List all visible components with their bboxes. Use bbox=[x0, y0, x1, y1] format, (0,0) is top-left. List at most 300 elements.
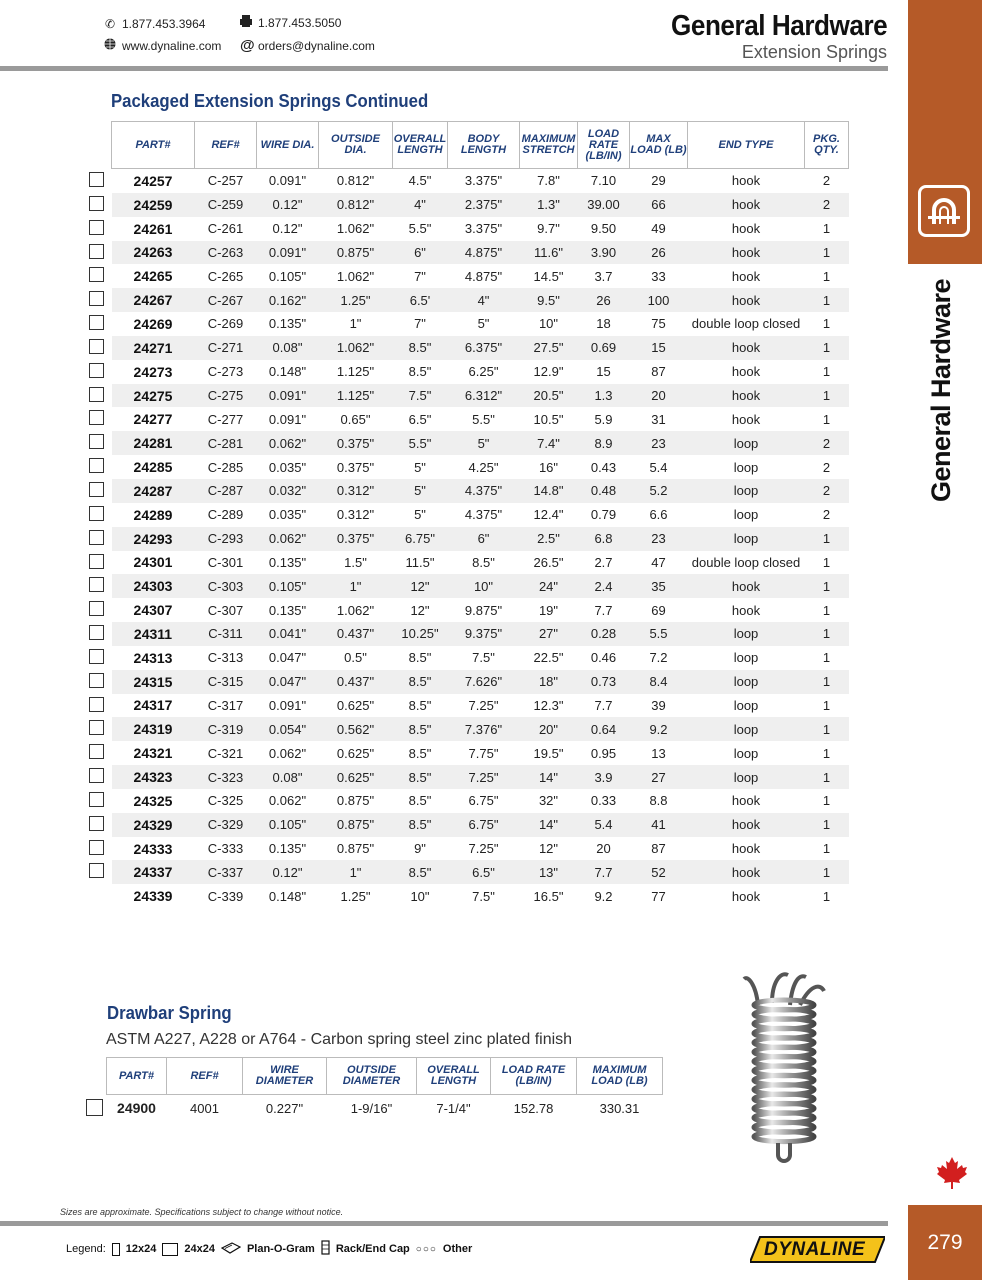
cell-pkg-qty: 1 bbox=[822, 221, 831, 237]
drawbar-part-number: 24900 bbox=[117, 1100, 156, 1116]
cell-maximum-stretch: 18" bbox=[520, 670, 578, 694]
cell-outside-dia: 1.25" bbox=[340, 888, 371, 904]
cell-overall-length: 8.5" bbox=[393, 813, 448, 837]
cell-end-type: loop bbox=[688, 670, 805, 694]
cell-body-length: 7.5" bbox=[472, 888, 495, 904]
12x24-icon bbox=[112, 1243, 120, 1256]
cell-outside-dia: 1.062" bbox=[336, 602, 375, 618]
cell-max-load-lb: 15 bbox=[630, 336, 688, 360]
cell-max-load-lb: 6.6 bbox=[649, 507, 668, 523]
part-number: 24311 bbox=[112, 622, 195, 646]
legend-12x24: 12x24 bbox=[125, 1243, 157, 1255]
cell-overall-length: 6.75" bbox=[393, 527, 448, 551]
cell-ref: C-259 bbox=[195, 193, 257, 217]
packaged-springs-table bbox=[111, 121, 849, 908]
column-header-part: PART# bbox=[112, 122, 195, 169]
cell-load-rate-lb-in: 0.28 bbox=[578, 622, 630, 646]
cell-outside-dia: 0.812" bbox=[336, 173, 375, 189]
cell-ref: C-313 bbox=[207, 650, 244, 666]
cell-overall-length: 8.5" bbox=[393, 765, 448, 789]
table-row bbox=[112, 622, 849, 646]
cell-maximum-stretch: 1.3" bbox=[520, 193, 578, 217]
cell-outside-dia: 0.312" bbox=[336, 507, 375, 523]
cell-outside-dia: 0.812" bbox=[319, 193, 393, 217]
brand-name: DYNALINE bbox=[764, 1239, 866, 1260]
cell-maximum-stretch: 26.5" bbox=[533, 554, 564, 570]
cell-pkg-qty: 2 bbox=[822, 507, 831, 523]
cell-outside-dia: 0.875" bbox=[336, 841, 375, 857]
cell-max-load-lb: 23 bbox=[630, 431, 688, 455]
table-row bbox=[112, 527, 849, 551]
cell-end-type: hook bbox=[731, 268, 761, 284]
cell-body-length: 8.5" bbox=[472, 554, 495, 570]
drawbar-cell-wire-diameter: 0.227" bbox=[265, 1100, 304, 1116]
cell-maximum-stretch: 27" bbox=[520, 622, 578, 646]
cell-ref: C-337 bbox=[195, 860, 257, 884]
page-title: General Hardware bbox=[670, 10, 887, 42]
cell-maximum-stretch: 16" bbox=[538, 459, 559, 475]
cell-body-length: 4.875" bbox=[464, 268, 503, 284]
row-checkbox[interactable] bbox=[89, 339, 104, 354]
cell-max-load-lb: 5.4 bbox=[649, 459, 668, 475]
cell-body-length: 5" bbox=[477, 316, 490, 332]
drawbar-header-maximum-load-lb: MAXIMUM LOAD (LB) bbox=[577, 1058, 663, 1095]
cell-end-type: hook bbox=[731, 841, 761, 857]
cell-body-length: 6.5" bbox=[448, 860, 520, 884]
cell-body-length: 4.25" bbox=[468, 459, 499, 475]
cell-load-rate-lb-in: 5.9 bbox=[594, 411, 613, 427]
cell-ref: C-323 bbox=[195, 765, 257, 789]
row-checkbox[interactable] bbox=[89, 434, 104, 449]
cell-maximum-stretch: 7.8" bbox=[537, 173, 560, 189]
cell-end-type: hook bbox=[731, 221, 761, 237]
cell-end-type: hook bbox=[688, 574, 805, 598]
cell-maximum-stretch: 27.5" bbox=[520, 336, 578, 360]
row-checkbox[interactable] bbox=[89, 410, 104, 425]
cell-maximum-stretch: 32" bbox=[538, 793, 559, 809]
row-checkbox[interactable] bbox=[89, 458, 104, 473]
legend-label: Legend: bbox=[66, 1243, 106, 1255]
cell-outside-dia: 0.625" bbox=[336, 745, 375, 761]
email-link[interactable]: orders@dynaline.com bbox=[258, 38, 375, 53]
cell-ref: C-307 bbox=[207, 602, 244, 618]
rack-end-cap-icon bbox=[321, 1240, 330, 1258]
cell-maximum-stretch: 10" bbox=[538, 316, 559, 332]
row-checkbox[interactable] bbox=[89, 267, 104, 282]
cell-wire-dia: 0.047" bbox=[257, 670, 319, 694]
part-number: 24301 bbox=[133, 554, 173, 571]
phone-number: 1.877.453.3964 bbox=[122, 17, 206, 31]
cell-end-type: double loop closed bbox=[691, 554, 801, 570]
table-row bbox=[112, 694, 849, 718]
cell-end-type: loop bbox=[688, 622, 805, 646]
cell-max-load-lb: 100 bbox=[630, 288, 688, 312]
table-row bbox=[112, 503, 849, 527]
drawbar-header-outside-diameter: OUTSIDE DIAMETER bbox=[327, 1058, 417, 1095]
cell-overall-length: 12" bbox=[410, 602, 430, 618]
cell-overall-length: 8.5" bbox=[408, 364, 432, 380]
drawbar-cell-load-rate-lb-in: 152.78 bbox=[513, 1100, 554, 1116]
cell-load-rate-lb-in: 0.33 bbox=[590, 793, 617, 809]
plan-o-gram-icon bbox=[221, 1242, 241, 1257]
cell-load-rate-lb-in: 0.46 bbox=[590, 650, 617, 666]
cell-overall-length: 8.5" bbox=[393, 717, 448, 741]
table-row bbox=[112, 193, 849, 217]
cell-end-type: loop bbox=[688, 717, 805, 741]
row-checkbox[interactable] bbox=[89, 315, 104, 330]
cell-overall-length: 10" bbox=[410, 888, 430, 904]
cell-body-length: 9.875" bbox=[464, 602, 503, 618]
cell-maximum-stretch: 10.5" bbox=[533, 411, 564, 427]
cell-maximum-stretch: 12" bbox=[538, 841, 559, 857]
row-checkbox[interactable] bbox=[89, 196, 104, 211]
cell-load-rate-lb-in: 0.48 bbox=[578, 479, 630, 503]
cell-wire-dia: 0.091" bbox=[257, 241, 319, 265]
cell-load-rate-lb-in: 8.9 bbox=[578, 431, 630, 455]
cell-wire-dia: 0.105" bbox=[268, 268, 307, 284]
cell-body-length: 6.375" bbox=[448, 336, 520, 360]
cell-pkg-qty: 1 bbox=[805, 717, 849, 741]
cell-ref: C-261 bbox=[207, 221, 244, 237]
row-checkbox[interactable] bbox=[89, 363, 104, 378]
row-checkbox[interactable] bbox=[89, 625, 104, 640]
cell-outside-dia: 0.312" bbox=[319, 479, 393, 503]
cell-outside-dia: 0.375" bbox=[319, 431, 393, 455]
cell-outside-dia: 1.125" bbox=[336, 364, 375, 380]
cell-pkg-qty: 1 bbox=[805, 288, 849, 312]
column-header-wire-dia: WIRE DIA. bbox=[257, 122, 319, 169]
cell-end-type: hook bbox=[731, 411, 761, 427]
cell-outside-dia: 0.625" bbox=[336, 697, 375, 713]
row-checkbox[interactable] bbox=[89, 649, 104, 664]
cell-ref: C-289 bbox=[207, 507, 244, 523]
cell-pkg-qty: 1 bbox=[805, 336, 849, 360]
cell-load-rate-lb-in: 0.79 bbox=[590, 507, 617, 523]
cell-load-rate-lb-in: 39.00 bbox=[578, 193, 630, 217]
row-checkbox[interactable] bbox=[89, 506, 104, 521]
row-checkbox[interactable] bbox=[89, 768, 104, 783]
cell-end-type: hook bbox=[688, 193, 805, 217]
cell-pkg-qty: 1 bbox=[805, 860, 849, 884]
cell-overall-length: 12" bbox=[393, 574, 448, 598]
row-checkbox-column bbox=[89, 172, 107, 887]
cell-wire-dia: 0.148" bbox=[268, 364, 307, 380]
cell-wire-dia: 0.135" bbox=[268, 554, 307, 570]
cell-load-rate-lb-in: 0.95 bbox=[590, 745, 617, 761]
cell-maximum-stretch: 14" bbox=[520, 765, 578, 789]
cell-overall-length: 8.5" bbox=[393, 670, 448, 694]
part-number: 24315 bbox=[112, 670, 195, 694]
cell-pkg-qty: 1 bbox=[805, 813, 849, 837]
legend-other: Other bbox=[442, 1243, 473, 1255]
cell-body-length: 6.75" bbox=[448, 813, 520, 837]
cell-max-load-lb: 9.2 bbox=[630, 717, 688, 741]
part-number: 24323 bbox=[112, 765, 195, 789]
cell-outside-dia: 1" bbox=[319, 574, 393, 598]
cell-load-rate-lb-in: 7.7 bbox=[594, 697, 613, 713]
table-row bbox=[112, 455, 849, 479]
table-row bbox=[112, 264, 849, 288]
drawbar-description: ASTM A227, A228 or A764 - Carbon spring steel zinc plated finish bbox=[106, 1031, 573, 1048]
column-header-ref: REF# bbox=[195, 122, 257, 169]
cell-maximum-stretch: 14.8" bbox=[520, 479, 578, 503]
cell-body-length: 6" bbox=[448, 527, 520, 551]
cell-maximum-stretch: 9.5" bbox=[520, 288, 578, 312]
cell-wire-dia: 0.135" bbox=[268, 316, 307, 332]
row-checkbox[interactable] bbox=[89, 482, 104, 497]
website-link[interactable]: www.dynaline.com bbox=[122, 38, 222, 53]
part-number: 24333 bbox=[133, 840, 173, 857]
table-row bbox=[112, 789, 849, 813]
drawbar-header-part: PART# bbox=[107, 1058, 167, 1095]
row-checkbox[interactable] bbox=[89, 840, 104, 855]
cell-max-load-lb: 66 bbox=[630, 193, 688, 217]
cell-max-load-lb: 13 bbox=[651, 745, 666, 761]
phone-icon: ✆ bbox=[104, 17, 116, 31]
row-checkbox[interactable] bbox=[89, 601, 104, 616]
fax-number: 1.877.453.5050 bbox=[258, 15, 342, 30]
cell-load-rate-lb-in: 3.9 bbox=[578, 765, 630, 789]
row-checkbox[interactable] bbox=[89, 697, 104, 712]
cell-pkg-qty: 2 bbox=[822, 173, 831, 189]
row-checkbox[interactable] bbox=[89, 577, 104, 592]
cell-end-type: double loop closed bbox=[691, 316, 801, 332]
cell-ref: C-325 bbox=[207, 793, 244, 809]
table-row bbox=[112, 598, 849, 622]
table-row bbox=[112, 551, 849, 575]
cell-ref: C-303 bbox=[195, 574, 257, 598]
page-subtitle: Extension Springs bbox=[741, 42, 887, 62]
cell-pkg-qty: 1 bbox=[822, 793, 831, 809]
cell-pkg-qty: 1 bbox=[805, 527, 849, 551]
column-header-end-type: END TYPE bbox=[688, 122, 805, 169]
cell-maximum-stretch: 19" bbox=[538, 602, 559, 618]
legend-plan-o-gram: Plan-O-Gram bbox=[246, 1243, 315, 1255]
cell-end-type: loop bbox=[733, 507, 759, 523]
cell-load-rate-lb-in: 26 bbox=[578, 288, 630, 312]
cell-pkg-qty: 1 bbox=[822, 650, 831, 666]
drawbar-header-ref: REF# bbox=[167, 1058, 243, 1095]
part-number: 24317 bbox=[133, 697, 173, 714]
cell-max-load-lb: 69 bbox=[651, 602, 666, 618]
cell-max-load-lb: 87 bbox=[651, 841, 666, 857]
cell-maximum-stretch: 9.7" bbox=[537, 221, 560, 237]
row-checkbox[interactable] bbox=[89, 244, 104, 259]
part-number: 24339 bbox=[133, 888, 173, 905]
cell-max-load-lb: 52 bbox=[630, 860, 688, 884]
cell-overall-length: 8.5" bbox=[393, 336, 448, 360]
cell-overall-length: 5" bbox=[414, 507, 426, 523]
cell-overall-length: 6" bbox=[393, 241, 448, 265]
cell-end-type: loop bbox=[688, 527, 805, 551]
cell-wire-dia: 0.148" bbox=[268, 888, 307, 904]
cell-load-rate-lb-in: 7.7 bbox=[578, 860, 630, 884]
row-checkbox[interactable] bbox=[89, 816, 104, 831]
cell-pkg-qty: 1 bbox=[805, 670, 849, 694]
drawbar-header-load-rate-lb-in: LOAD RATE (LB/IN) bbox=[491, 1058, 577, 1095]
cell-ref: C-287 bbox=[195, 479, 257, 503]
cell-maximum-stretch: 14.5" bbox=[533, 268, 564, 284]
cell-end-type: hook bbox=[731, 602, 761, 618]
cell-end-type: hook bbox=[731, 173, 761, 189]
cell-wire-dia: 0.054" bbox=[257, 717, 319, 741]
cell-wire-dia: 0.035" bbox=[268, 459, 307, 475]
cell-maximum-stretch: 12.3" bbox=[533, 697, 564, 713]
cell-overall-length: 4" bbox=[393, 193, 448, 217]
row-checkbox[interactable] bbox=[89, 720, 104, 735]
cell-body-length: 7.25" bbox=[468, 841, 499, 857]
cell-load-rate-lb-in: 9.50 bbox=[590, 221, 617, 237]
cell-outside-dia: 0.562" bbox=[319, 717, 393, 741]
cell-outside-dia: 1.125" bbox=[319, 384, 393, 408]
cell-wire-dia: 0.091" bbox=[268, 173, 307, 189]
cell-outside-dia: 0.625" bbox=[319, 765, 393, 789]
cell-end-type: hook bbox=[688, 336, 805, 360]
cell-outside-dia: 1" bbox=[349, 316, 362, 332]
part-number: 24265 bbox=[133, 268, 173, 285]
cell-pkg-qty: 1 bbox=[822, 554, 831, 570]
row-checkbox[interactable] bbox=[89, 530, 104, 545]
cell-wire-dia: 0.135" bbox=[268, 841, 307, 857]
maple-leaf-icon bbox=[936, 1156, 968, 1195]
table-row bbox=[112, 312, 849, 336]
cell-max-load-lb: 8.8 bbox=[649, 793, 668, 809]
cell-ref: C-285 bbox=[207, 459, 244, 475]
cell-end-type: loop bbox=[733, 745, 759, 761]
row-checkbox[interactable] bbox=[89, 792, 104, 807]
cell-overall-length: 7.5" bbox=[393, 384, 448, 408]
cell-load-rate-lb-in: 6.8 bbox=[578, 527, 630, 551]
cell-max-load-lb: 33 bbox=[651, 268, 666, 284]
cell-wire-dia: 0.062" bbox=[268, 793, 307, 809]
row-checkbox[interactable] bbox=[89, 744, 104, 759]
table-row bbox=[112, 574, 849, 598]
cell-overall-length: 11.5" bbox=[405, 554, 435, 570]
cell-wire-dia: 0.12" bbox=[257, 193, 319, 217]
cell-body-length: 5" bbox=[448, 431, 520, 455]
cell-outside-dia: 0.65" bbox=[340, 411, 371, 427]
part-number: 24329 bbox=[112, 813, 195, 837]
drawbar-section-title: Drawbar Spring bbox=[107, 1003, 232, 1023]
page-number: 279 bbox=[908, 1205, 982, 1280]
other-icon: ○○○ bbox=[415, 1243, 437, 1255]
cell-maximum-stretch: 19.5" bbox=[533, 745, 564, 761]
spring-coil bbox=[754, 1132, 814, 1142]
cell-body-length: 10" bbox=[448, 574, 520, 598]
cell-body-length: 7.5" bbox=[472, 650, 495, 666]
cell-end-type: hook bbox=[688, 384, 805, 408]
part-number: 24307 bbox=[133, 602, 173, 619]
u-bolt-icon bbox=[918, 185, 970, 237]
cell-pkg-qty: 1 bbox=[805, 622, 849, 646]
part-number: 24303 bbox=[112, 574, 195, 598]
table-row bbox=[112, 407, 849, 431]
cell-end-type: loop bbox=[733, 459, 759, 475]
cell-max-load-lb: 77 bbox=[651, 888, 666, 904]
row-checkbox[interactable] bbox=[89, 220, 104, 235]
cell-outside-dia: 1.062" bbox=[336, 268, 375, 284]
cell-overall-length: 10.25" bbox=[393, 622, 448, 646]
table-row bbox=[112, 360, 849, 384]
header-divider bbox=[0, 66, 888, 71]
column-header-outside-dia: OUTSIDE DIA. bbox=[319, 122, 393, 169]
table-row bbox=[112, 646, 849, 670]
part-number: 24285 bbox=[133, 459, 173, 476]
cell-maximum-stretch: 16.5" bbox=[533, 888, 564, 904]
cell-max-load-lb: 8.4 bbox=[630, 670, 688, 694]
cell-outside-dia: 0.375" bbox=[319, 527, 393, 551]
cell-end-type: hook bbox=[731, 364, 761, 380]
cell-body-length: 4" bbox=[448, 288, 520, 312]
table-row bbox=[112, 336, 849, 360]
cell-wire-dia: 0.032" bbox=[257, 479, 319, 503]
cell-max-load-lb: 31 bbox=[651, 411, 666, 427]
cell-body-length: 7.75" bbox=[468, 745, 499, 761]
row-checkbox[interactable] bbox=[89, 172, 104, 187]
cell-ref: C-263 bbox=[195, 241, 257, 265]
cell-wire-dia: 0.08" bbox=[257, 336, 319, 360]
part-number: 24271 bbox=[112, 336, 195, 360]
cell-body-length: 7.626" bbox=[448, 670, 520, 694]
row-checkbox[interactable] bbox=[89, 291, 104, 306]
cell-outside-dia: 0.5" bbox=[344, 650, 367, 666]
row-checkbox[interactable] bbox=[89, 554, 104, 569]
cell-body-length: 4.375" bbox=[448, 479, 520, 503]
table-row bbox=[112, 717, 849, 741]
cell-ref: C-275 bbox=[195, 384, 257, 408]
row-checkbox[interactable] bbox=[89, 387, 104, 402]
part-number: 24257 bbox=[133, 172, 173, 189]
cell-wire-dia: 0.162" bbox=[257, 288, 319, 312]
part-number: 24267 bbox=[112, 288, 195, 312]
email-contact bbox=[240, 37, 375, 54]
cell-max-load-lb: 20 bbox=[630, 384, 688, 408]
column-header-maximum-stretch: MAXIMUM STRETCH bbox=[520, 122, 578, 169]
table-row bbox=[112, 241, 849, 265]
row-checkbox[interactable] bbox=[89, 673, 104, 688]
cell-outside-dia: 0.375" bbox=[336, 459, 375, 475]
cell-maximum-stretch: 12.4" bbox=[533, 507, 564, 523]
cell-pkg-qty: 2 bbox=[822, 459, 831, 475]
cell-maximum-stretch: 20.5" bbox=[520, 384, 578, 408]
legend-rack-end-cap: Rack/End Cap bbox=[335, 1243, 410, 1255]
cell-end-type: hook bbox=[688, 813, 805, 837]
drawbar-cell-ref: 4001 bbox=[190, 1100, 219, 1116]
cell-overall-length: 8.5" bbox=[408, 793, 432, 809]
cell-load-rate-lb-in: 20 bbox=[596, 841, 611, 857]
column-header-body-length: BODY LENGTH bbox=[448, 122, 520, 169]
cell-wire-dia: 0.035" bbox=[268, 507, 307, 523]
cell-outside-dia: 0.437" bbox=[319, 670, 393, 694]
cell-ref: C-317 bbox=[207, 697, 244, 713]
cell-overall-length: 7" bbox=[414, 268, 426, 284]
part-number: 24289 bbox=[133, 506, 173, 523]
cell-body-length: 6.25" bbox=[468, 364, 499, 380]
cell-pkg-qty: 1 bbox=[822, 745, 831, 761]
cell-outside-dia: 0.875" bbox=[336, 793, 375, 809]
cell-body-length: 4.875" bbox=[448, 241, 520, 265]
cell-overall-length: 6.5' bbox=[393, 288, 448, 312]
table-row bbox=[112, 288, 849, 312]
drawbar-row-checkbox[interactable] bbox=[86, 1099, 103, 1116]
table-row bbox=[112, 217, 849, 241]
row-checkbox[interactable] bbox=[89, 863, 104, 878]
cell-ref: C-265 bbox=[207, 268, 244, 284]
cell-body-length: 7.25" bbox=[448, 765, 520, 789]
cell-body-length: 3.375" bbox=[464, 221, 503, 237]
cell-max-load-lb: 75 bbox=[651, 316, 666, 332]
cell-end-type: loop bbox=[688, 479, 805, 503]
